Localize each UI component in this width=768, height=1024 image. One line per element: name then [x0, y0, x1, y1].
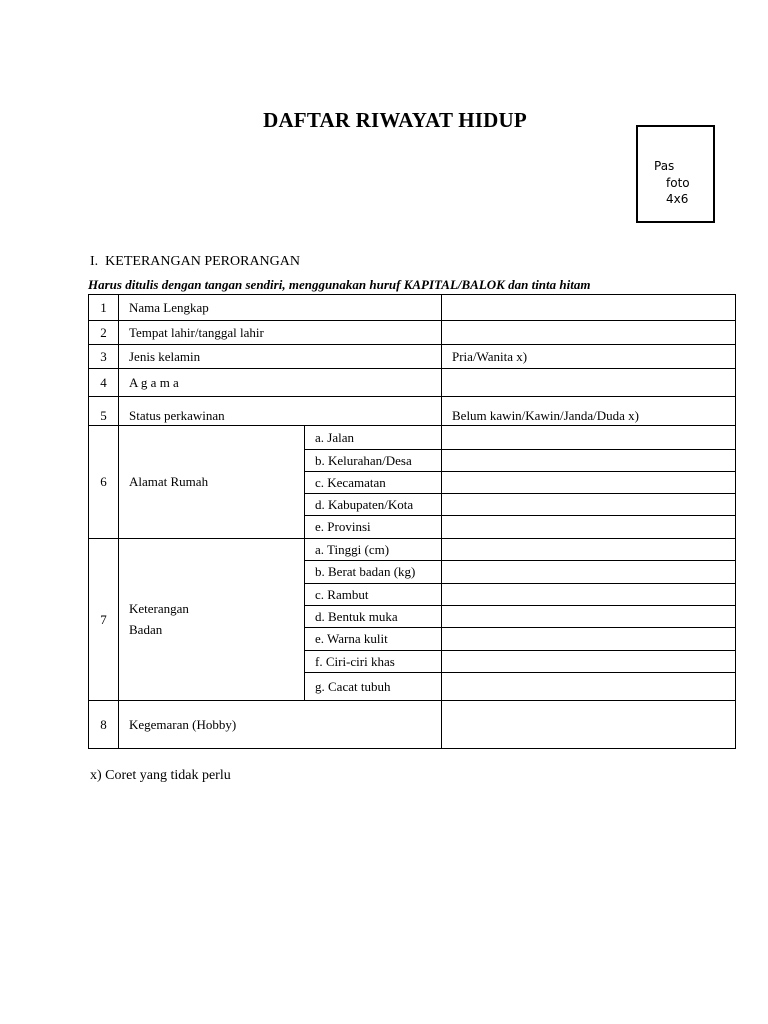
field-input-rambut[interactable]	[442, 584, 736, 606]
field-input-provinsi[interactable]	[442, 516, 736, 539]
sub-label-bentuk-muka: d. Bentuk muka	[305, 606, 442, 628]
sub-label-kecamatan: c. Kecamatan	[305, 472, 442, 494]
section-number: I.	[90, 254, 99, 269]
sub-label-warna-kulit: e. Warna kulit	[305, 628, 442, 651]
field-input-berat-badan[interactable]	[442, 561, 736, 584]
table-row	[89, 397, 736, 426]
table-row	[89, 321, 736, 345]
field-label-agama: A g a m a	[119, 369, 442, 397]
field-label-tempat-tanggal-lahir: Tempat lahir/tanggal lahir	[119, 321, 442, 345]
field-label-kegemaran: Kegemaran (Hobby)	[119, 701, 442, 749]
field-label-alamat-rumah: Alamat Rumah	[119, 426, 305, 539]
footnote: x) Coret yang tidak perlu	[90, 768, 231, 783]
field-input-kelurahan-desa[interactable]	[442, 450, 736, 472]
section-label: KETERANGAN PERORANGAN	[105, 254, 301, 269]
photo-label-line1: Pas	[654, 159, 675, 173]
field-input-cacat-tubuh[interactable]	[442, 673, 736, 701]
field-input-warna-kulit[interactable]	[442, 628, 736, 651]
table-row	[89, 295, 736, 321]
sub-label-tinggi: a. Tinggi (cm)	[305, 539, 442, 561]
field-input-ciri-ciri-khas[interactable]	[442, 651, 736, 673]
page-title: DAFTAR RIWAYAT HIDUP	[263, 108, 527, 132]
sub-label-provinsi: e. Provinsi	[305, 516, 442, 539]
field-input-jenis-kelamin[interactable]: Pria/Wanita x)	[442, 345, 736, 369]
field-input-kabupaten-kota[interactable]	[442, 494, 736, 516]
field-label-nama-lengkap: Nama Lengkap	[119, 295, 442, 321]
section-heading	[90, 254, 300, 270]
field-label-status-perkawinan: Status perkawinan	[119, 397, 442, 426]
field-input-jalan[interactable]	[442, 426, 736, 450]
photo-label-line2: foto	[666, 176, 690, 190]
field-input-tempat-tanggal-lahir[interactable]	[442, 321, 736, 345]
field-label-keterangan-badan	[119, 539, 305, 701]
sub-label-berat-badan: b. Berat badan (kg)	[305, 561, 442, 584]
table-row	[89, 539, 736, 561]
row-number: 8	[89, 701, 119, 749]
photo-placeholder-box	[636, 125, 715, 223]
row-number: 2	[89, 321, 119, 345]
field-input-status-perkawinan[interactable]: Belum kawin/Kawin/Janda/Duda x)	[442, 397, 736, 426]
row-number: 3	[89, 345, 119, 369]
personal-info-table	[88, 294, 736, 749]
field-input-nama-lengkap[interactable]	[442, 295, 736, 321]
table-row	[89, 426, 736, 450]
field-input-kecamatan[interactable]	[442, 472, 736, 494]
row-number: 7	[89, 539, 119, 701]
sub-label-kabupaten-kota: d. Kabupaten/Kota	[305, 494, 442, 516]
table-row	[89, 701, 736, 749]
sub-label-rambut: c. Rambut	[305, 584, 442, 606]
table-row	[89, 369, 736, 397]
row-number: 1	[89, 295, 119, 321]
sub-label-ciri-ciri-khas: f. Ciri-ciri khas	[305, 651, 442, 673]
field-label-line: Badan	[129, 622, 163, 637]
sub-label-kelurahan-desa: b. Kelurahan/Desa	[305, 450, 442, 472]
field-label-line: Keterangan	[129, 601, 189, 616]
row-number: 4	[89, 369, 119, 397]
table-row	[89, 345, 736, 369]
row-number: 5	[89, 397, 119, 426]
field-input-bentuk-muka[interactable]	[442, 606, 736, 628]
sub-label-cacat-tubuh: g. Cacat tubuh	[305, 673, 442, 701]
sub-label-jalan: a. Jalan	[305, 426, 442, 450]
photo-label-line3: 4x6	[666, 192, 689, 206]
field-label-jenis-kelamin: Jenis kelamin	[119, 345, 442, 369]
field-input-kegemaran[interactable]	[442, 701, 736, 749]
field-input-agama[interactable]	[442, 369, 736, 397]
row-number: 6	[89, 426, 119, 539]
field-input-tinggi[interactable]	[442, 539, 736, 561]
instruction-note: Harus ditulis dengan tangan sendiri, menggunakan huruf KAPITAL/BALOK dan tinta hitam	[88, 277, 591, 292]
